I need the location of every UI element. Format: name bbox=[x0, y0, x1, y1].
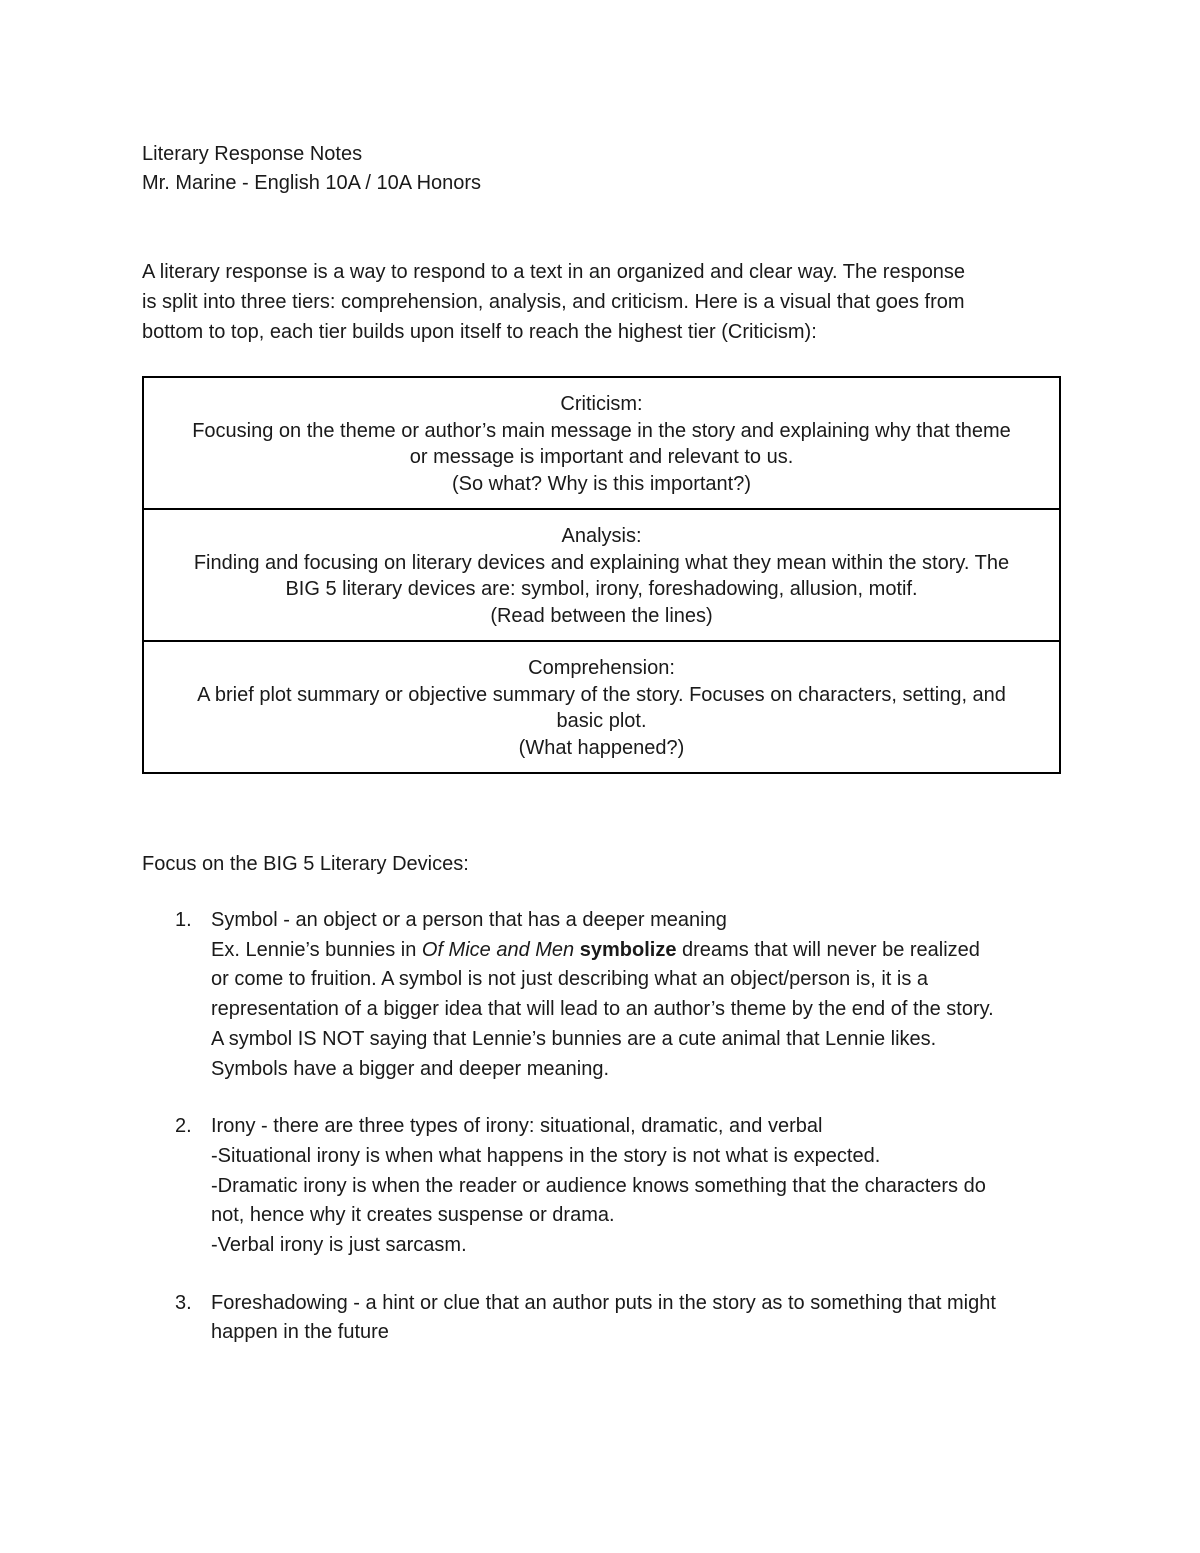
tier-description: Focusing on the theme or author’s main message in the story and explaining why that theme bbox=[192, 419, 1011, 442]
tier-cell-analysis bbox=[143, 509, 1060, 641]
device-explanation: Symbols have a bigger and deeper meaning. bbox=[211, 1057, 610, 1080]
device-explanation: -Verbal irony is just sarcasm. bbox=[211, 1234, 467, 1257]
list-item-foreshadowing bbox=[142, 1289, 1072, 1348]
tier-row-criticism bbox=[143, 377, 1060, 509]
device-explanation: -Situational irony is when what happens in the story is not what is expected. bbox=[211, 1144, 881, 1167]
tier-description: Finding and focusing on literary devices and explaining what they mean within the story. The bbox=[193, 551, 1010, 574]
list-number: 2. bbox=[175, 1115, 192, 1138]
list-item-irony bbox=[142, 1112, 1072, 1261]
intro-line: A literary response is a way to respond to a text in an organized and clear way. The response bbox=[142, 261, 966, 283]
emphasis-word: symbolize bbox=[579, 938, 677, 961]
document-subtitle: Mr. Marine - English 10A / 10A Honors bbox=[142, 172, 482, 194]
tier-cell-criticism bbox=[143, 377, 1060, 509]
tier-heading: Criticism: bbox=[560, 393, 643, 415]
intro-line: is split into three tiers: comprehension, analysis, and criticism. Here is a visual that goes from bbox=[142, 291, 965, 313]
intro-line: bottom to top, each tier builds upon itself to reach the highest tier (Criticism): bbox=[142, 321, 817, 343]
list-item-symbol bbox=[142, 906, 1072, 1084]
document-title: Literary Response Notes bbox=[142, 143, 363, 165]
tier-description: basic plot. bbox=[556, 710, 647, 732]
device-explanation: representation of a bigger idea that will lead to an author’s theme by the end of the story. bbox=[211, 998, 994, 1021]
document-header bbox=[142, 140, 481, 198]
device-explanation: not, hence why it creates suspense or drama. bbox=[211, 1204, 615, 1227]
devices-list bbox=[142, 906, 1072, 1348]
tier-heading: Comprehension: bbox=[528, 657, 675, 679]
list-number: 1. bbox=[175, 909, 192, 931]
tier-description: BIG 5 literary devices are: symbol, irony, foreshadowing, allusion, motif. bbox=[285, 578, 918, 600]
example-prefix: Ex. Lennie’s bunnies in bbox=[211, 938, 422, 961]
device-definition: Foreshadowing - a hint or clue that an author puts in the story as to something that might bbox=[211, 1291, 996, 1314]
tier-description: A brief plot summary or objective summary of the story. Focuses on characters, setting, and bbox=[197, 683, 1006, 706]
tier-question: (So what? Why is this important?) bbox=[452, 472, 751, 495]
device-definition: Symbol - an object or a person that has a deeper meaning bbox=[211, 909, 727, 931]
tier-description: or message is important and relevant to us. bbox=[409, 446, 794, 468]
tier-table bbox=[142, 376, 1061, 774]
intro-paragraph bbox=[142, 257, 1062, 347]
tier-row-analysis bbox=[143, 509, 1060, 641]
tier-row-comprehension bbox=[143, 641, 1060, 773]
device-explanation: -Dramatic irony is when the reader or audience knows something that the characters do bbox=[211, 1174, 986, 1197]
list-number: 3. bbox=[175, 1291, 192, 1314]
example-suffix: dreams that will never be realized bbox=[676, 938, 980, 961]
tier-heading: Analysis: bbox=[561, 525, 642, 547]
device-example bbox=[211, 936, 1072, 966]
device-definition: happen in the future bbox=[211, 1321, 389, 1344]
devices-heading: Focus on the BIG 5 Literary Devices: bbox=[142, 853, 469, 875]
device-explanation: or come to fruition. A symbol is not just describing what an object/person is, it is a bbox=[211, 968, 929, 991]
device-definition: Irony - there are three types of irony: situational, dramatic, and verbal bbox=[211, 1115, 823, 1138]
tier-question: (Read between the lines) bbox=[490, 604, 713, 627]
book-title: Of Mice and Men bbox=[421, 938, 575, 961]
tier-question: (What happened?) bbox=[518, 736, 685, 759]
device-explanation: A symbol IS NOT saying that Lennie’s bunnies are a cute animal that Lennie likes. bbox=[211, 1027, 937, 1050]
tier-cell-comprehension bbox=[143, 641, 1060, 773]
